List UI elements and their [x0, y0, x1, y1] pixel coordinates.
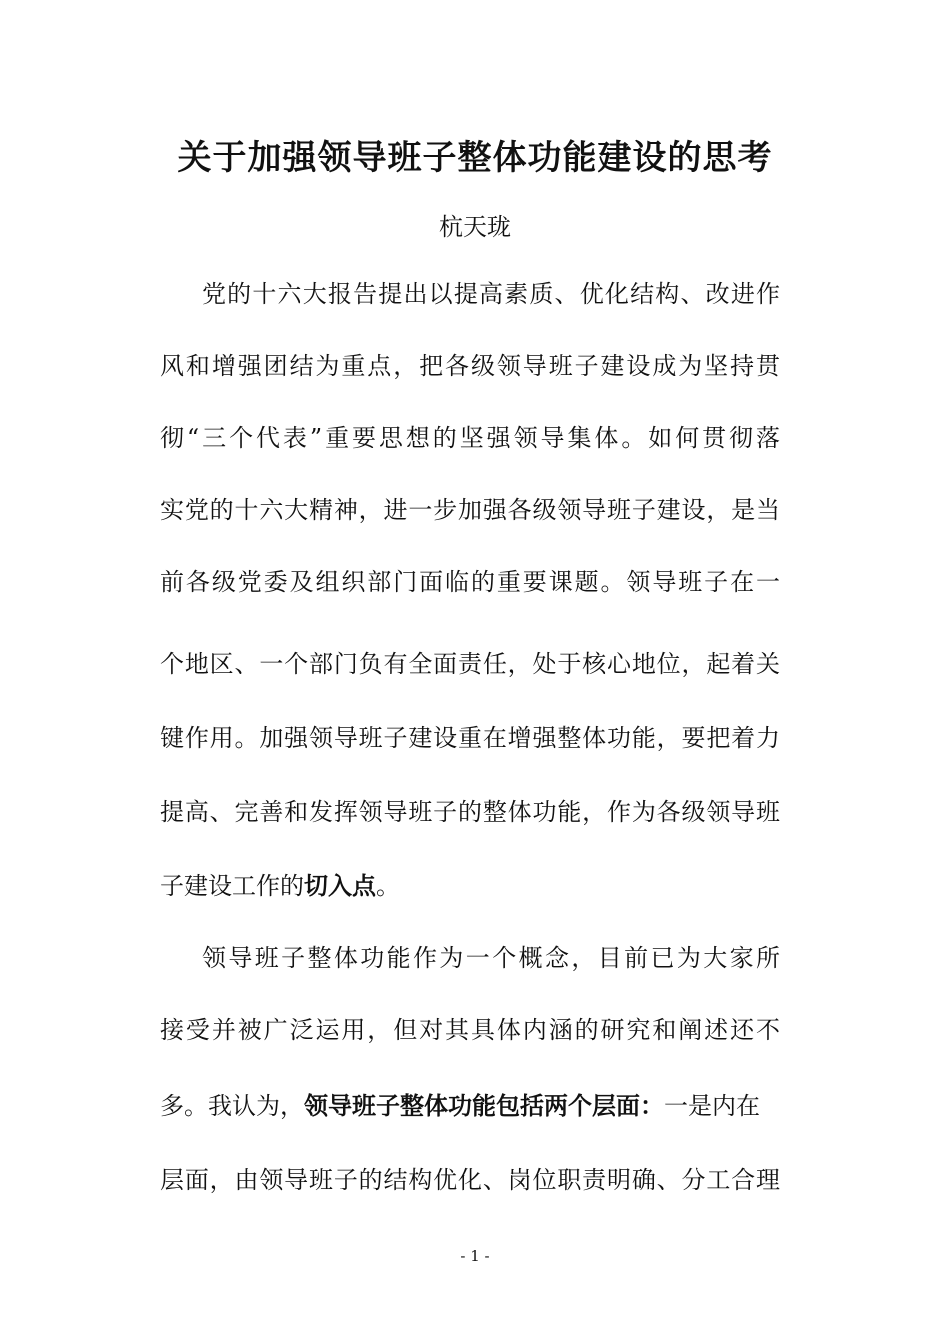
line-text: 一是内在 — [664, 1092, 760, 1120]
paragraph-1-line-2: 风和增强团结为重点，把各级领导班子建设成为坚持贯 — [160, 352, 780, 380]
page-number: - 1 - — [460, 1247, 490, 1265]
emphasis-text: 领导班子整体功能包括两个层面： — [304, 1091, 664, 1120]
author-name: 杭天珑 — [439, 213, 511, 241]
line-text: 。 — [376, 872, 400, 900]
paragraph-1-line-7: 键作用。加强领导班子建设重在增强整体功能，要把着力 — [160, 724, 780, 752]
paragraph-1-line-3: 彻“三个代表”重要思想的坚强领导集体。如何贯彻落 — [160, 424, 780, 452]
paragraph-1-line-8: 提高、完善和发挥领导班子的整体功能，作为各级领导班 — [160, 798, 780, 826]
emphasis-text: 切入点 — [304, 871, 376, 900]
paragraph-2-line-1: 领导班子整体功能作为一个概念，目前已为大家所 — [202, 944, 780, 972]
paragraph-2-line-4: 层面，由领导班子的结构优化、岗位职责明确、分工合理 — [160, 1166, 780, 1194]
paragraph-2-line-3 — [160, 1082, 780, 1130]
document-title: 关于加强领导班子整体功能建设的思考 — [177, 138, 773, 178]
paragraph-1-line-4: 实党的十六大精神，进一步加强各级领导班子建设，是当 — [160, 496, 780, 524]
paragraph-1-line-6: 个地区、一个部门负有全面责任，处于核心地位，起着关 — [160, 650, 780, 678]
paragraph-1-line-1: 党的十六大报告提出以提高素质、优化结构、改进作 — [202, 280, 780, 308]
paragraph-1-line-5: 前各级党委及组织部门面临的重要课题。领导班子在一 — [160, 568, 780, 596]
paragraph-1-line-9 — [160, 862, 780, 910]
line-text: 子建设工作的 — [160, 872, 304, 900]
line-text: 多。我认为， — [160, 1092, 304, 1120]
paragraph-2-line-2: 接受并被广泛运用，但对其具体内涵的研究和阐述还不 — [160, 1016, 780, 1044]
